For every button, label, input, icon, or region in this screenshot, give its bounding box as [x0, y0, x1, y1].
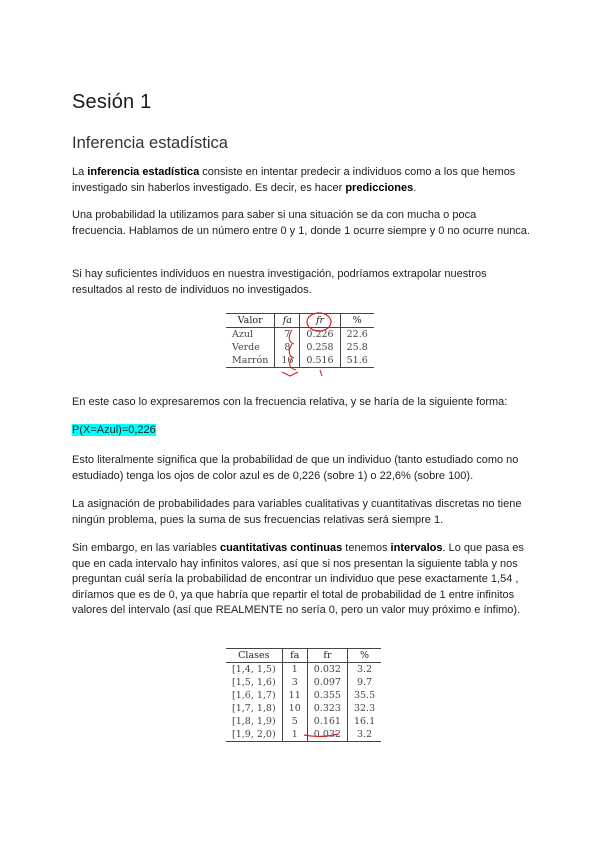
eye-color-frequency-table [226, 313, 374, 368]
header-fa: fa [275, 314, 300, 328]
table-row: Azul 7 0.226 22.6 [226, 328, 374, 342]
paragraph-extrapolation: Si hay suficientes individuos en nuestra investigación, podríamos extrapolar nuestros resultados al resto de individuos no investigados. [72, 268, 487, 296]
paragraph-interpretation: Esto literalmente significa que la probabilidad de que un individuo (tanto estudiado como no estudiado) tenga los ojos de color azul es de 0,226 (sobre 1) o 22,6% (sobre 100). [72, 454, 519, 482]
paragraph-relative-frequency: En este caso lo expresaremos con la frecuencia relativa, y se haría de la siguiente forma: [72, 396, 508, 408]
table-row: Verde 8 0.258 25.8 [226, 341, 374, 354]
header-valor: Valor [226, 314, 275, 328]
table-row: [1,6, 1,7) 11 0.355 35.5 [226, 689, 381, 702]
paragraph-continuous: Sin embargo, en las variables cuantitativas continuas tenemos intervalos. Lo que pasa es que en cada intervalo hay infinitos valores, así que si nos presentan la siguiente tabla y nos preguntan cuál sería la probabilidad de encontrar un individuo que pese exactamente 1,54 , diríamos que es de 0, ya que habría que repartir el total de probabilidad de 1 entre infinitos valores del intervalo (así que REALMENTE no sería 0, pero un valor muy próximo e ínfimo). [72, 542, 524, 616]
header-fr: fr [307, 649, 347, 663]
highlighted-formula: P(X=Azul)=0,226 [72, 424, 156, 436]
table-row: Marrón 16 0.516 51.6 [226, 354, 374, 368]
header-percent: % [340, 314, 374, 328]
page-title: Sesión 1 [72, 91, 152, 113]
formula-line [72, 423, 532, 439]
paragraph-definition: La inferencia estadística consiste en intentar predecir a individuos como a los que hemos investigado sin haberlos investigado. Es decir, es hacer predicciones. [72, 166, 516, 194]
header-clases: Clases [226, 649, 282, 663]
table-row: [1,8, 1,9) 5 0.161 16.1 [226, 715, 381, 728]
paragraph-assignment: La asignación de probabilidades para variables cualitativas y cuantitativas discretas no tiene ningún problema, pues la suma de sus frecuencias relativas será siempre 1. [72, 498, 522, 526]
weight-class-frequency-table [226, 648, 381, 742]
section-subtitle: Inferencia estadística [72, 134, 228, 152]
table-row: [1,9, 2,0) 1 0.032 3.2 [226, 728, 381, 742]
paragraph-probability: Una probabilidad la utilizamos para saber si una situación se da con mucha o poca frecuencia. Hablamos de un número entre 0 y 1, donde 1 ocurre siempre y 0 no ocurre nunca. [72, 209, 530, 237]
table-row: [1,7, 1,8) 10 0.323 32.3 [226, 702, 381, 715]
table-row: [1,5, 1,6) 3 0.097 9.7 [226, 676, 381, 689]
annotation-marks [282, 370, 322, 376]
header-fr: fr [300, 314, 340, 328]
header-fa: fa [282, 649, 307, 663]
table-row: [1,4, 1,5) 1 0.032 3.2 [226, 663, 381, 677]
header-percent: % [347, 649, 381, 663]
